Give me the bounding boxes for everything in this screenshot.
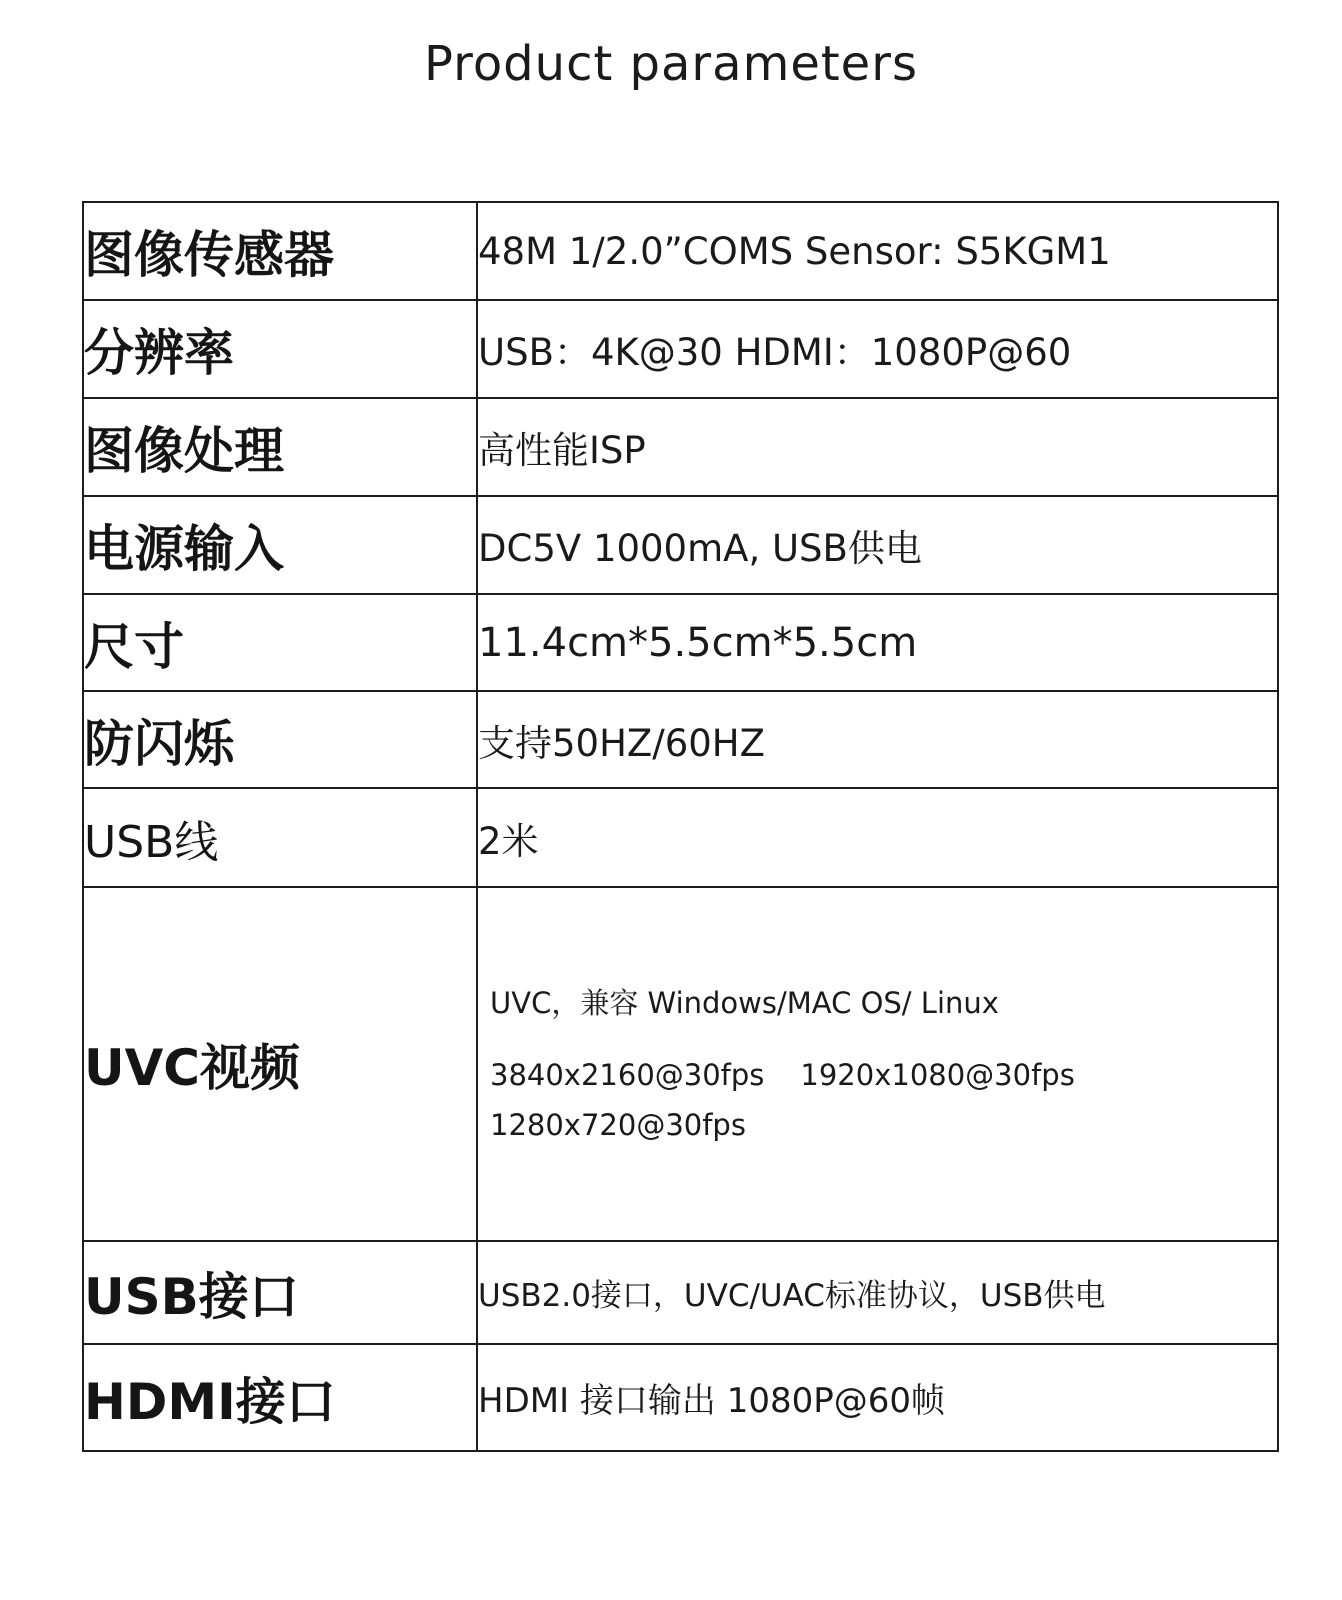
table-row bbox=[83, 202, 1278, 300]
param-value: 2米 bbox=[477, 788, 1278, 887]
param-label: USB线 bbox=[83, 788, 477, 887]
table-row bbox=[83, 594, 1278, 691]
table-row bbox=[83, 1344, 1278, 1451]
resolution-4k: 3840x2160@30fps bbox=[490, 1058, 765, 1092]
param-value: 11.4cm*5.5cm*5.5cm bbox=[477, 594, 1278, 691]
param-value: USB2.0接口，UVC/UAC标准协议，USB供电 bbox=[477, 1241, 1278, 1344]
param-value-multiline bbox=[477, 887, 1278, 1241]
table-row bbox=[83, 398, 1278, 496]
param-value: 高性能ISP bbox=[477, 398, 1278, 496]
param-label: UVC视频 bbox=[83, 887, 477, 1241]
product-parameters-table bbox=[82, 201, 1279, 1452]
param-value: DC5V 1000mA, USB供电 bbox=[477, 496, 1278, 594]
param-label: USB接口 bbox=[83, 1241, 477, 1344]
param-label: 尺寸 bbox=[83, 594, 477, 691]
param-value: 支持50HZ/60HZ bbox=[477, 691, 1278, 788]
table-row bbox=[83, 691, 1278, 788]
param-label: 图像处理 bbox=[83, 398, 477, 496]
param-value: HDMI 接口输出 1080P@60帧 bbox=[477, 1344, 1278, 1451]
page-title: Product parameters bbox=[424, 36, 918, 92]
table-row bbox=[83, 887, 1278, 1241]
param-value: 48M 1/2.0”COMS Sensor: S5KGM1 bbox=[477, 202, 1278, 300]
resolution-720p: 1280x720@30fps bbox=[490, 1108, 746, 1142]
param-label: 防闪烁 bbox=[83, 691, 477, 788]
table-row bbox=[83, 788, 1278, 887]
uvc-resolution-line bbox=[478, 1050, 1277, 1100]
uvc-compat-line: UVC，兼容 Windows/MAC OS/ Linux bbox=[490, 986, 999, 1020]
table-row bbox=[83, 496, 1278, 594]
resolution-1080p: 1920x1080@30fps bbox=[800, 1058, 1075, 1092]
param-label: 电源输入 bbox=[83, 496, 477, 594]
table-row bbox=[83, 300, 1278, 398]
param-value: USB：4K@30 HDMI：1080P@60 bbox=[477, 300, 1278, 398]
param-label: HDMI接口 bbox=[83, 1344, 477, 1451]
cropped-heading-fragment bbox=[0, 0, 1342, 6]
param-label: 分辨率 bbox=[83, 300, 477, 398]
table-row bbox=[83, 1241, 1278, 1344]
param-label: 图像传感器 bbox=[83, 202, 477, 300]
